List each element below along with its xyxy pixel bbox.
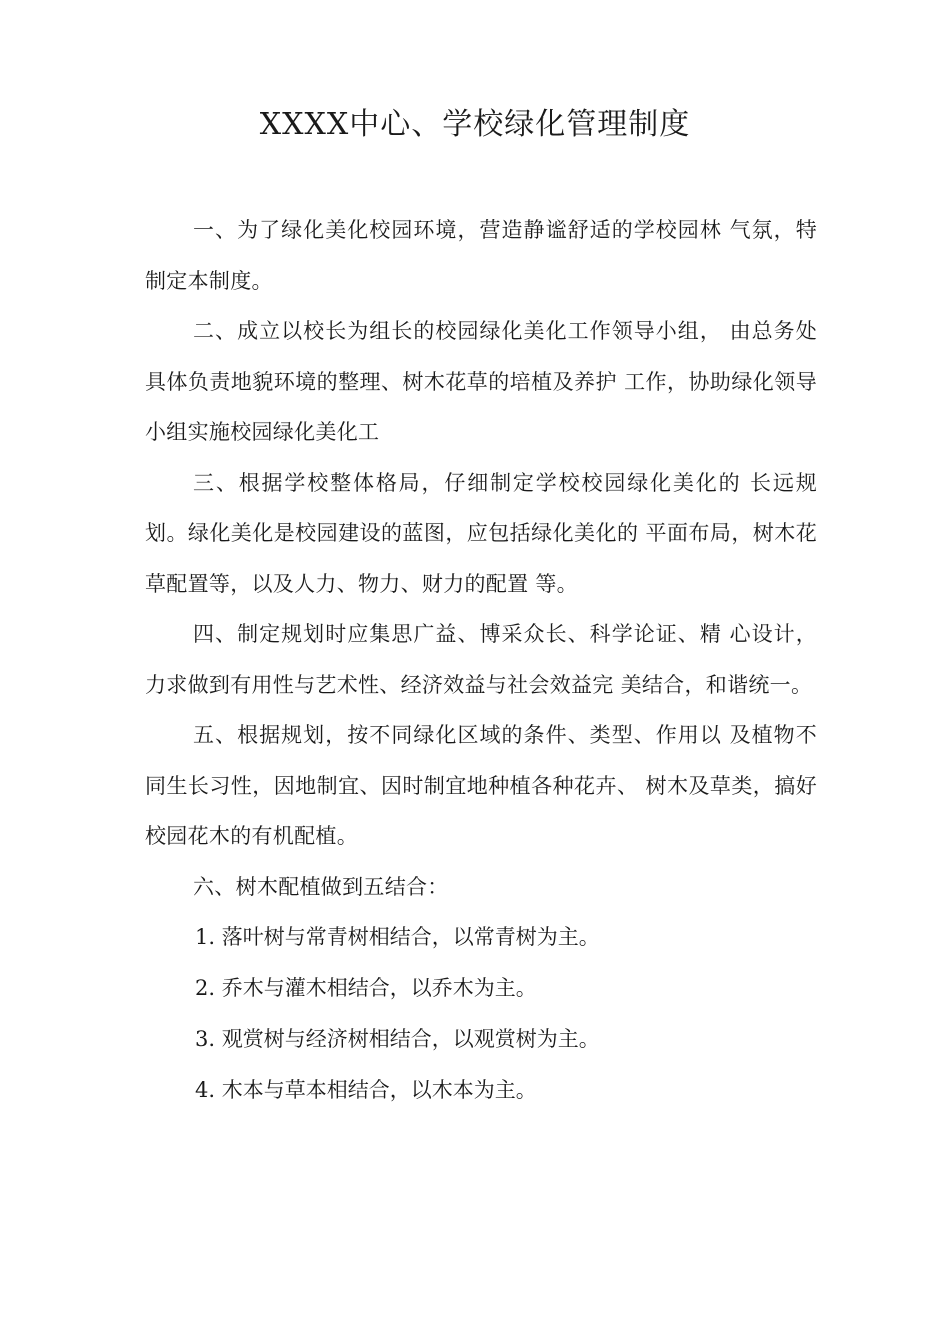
list-item-3: 3. 观赏树与经济树相结合，以观赏树为主。 <box>195 1027 600 1051</box>
paragraph-2: 二、成立以校长为组长的校园绿化美化工作领导小组， 由总务处具体负责地貌环境的整理、树木花草的培植及养护 工作，协助绿化领导小组实施校园绿化美化工 <box>145 319 817 444</box>
document-title: XXXX中心、学校绿化管理制度 <box>259 107 691 142</box>
paragraph-3: 三、根据学校整体格局，仔细制定学校校园绿化美化的 长远规划。绿化美化是校园建设的蓝图，应包括绿化美化的 平面布局，树木花草配置等，以及人力、物力、财力的配置 等。 <box>145 470 817 596</box>
list-item-4: 4. 木本与草本相结合，以木本为主。 <box>195 1078 537 1102</box>
list-item-2: 2. 乔木与灌木相结合，以乔木为主。 <box>195 976 537 1000</box>
paragraph-4: 四、制定规划时应集思广益、博采众长、科学论证、精 心设计，力求做到有用性与艺术性、经济效益与社会效益完 美结合，和谐统一。 <box>145 622 817 697</box>
paragraph-6: 六、树木配植做到五结合： <box>193 874 449 899</box>
paragraph-5: 五、根据规划，按不同绿化区域的条件、类型、作用以 及植物不同生长习性，因地制宜、因时制宜地种植各种花卉、 树木及草类，搞好校园花木的有机配植。 <box>145 723 817 848</box>
list-item-1: 1. 落叶树与常青树相结合，以常青树为主。 <box>195 925 600 949</box>
document-body <box>145 205 817 1116</box>
paragraph-1: 一、为了绿化美化校园环境，营造静谧舒适的学校园林 气氛，特制定本制度。 <box>145 218 817 293</box>
